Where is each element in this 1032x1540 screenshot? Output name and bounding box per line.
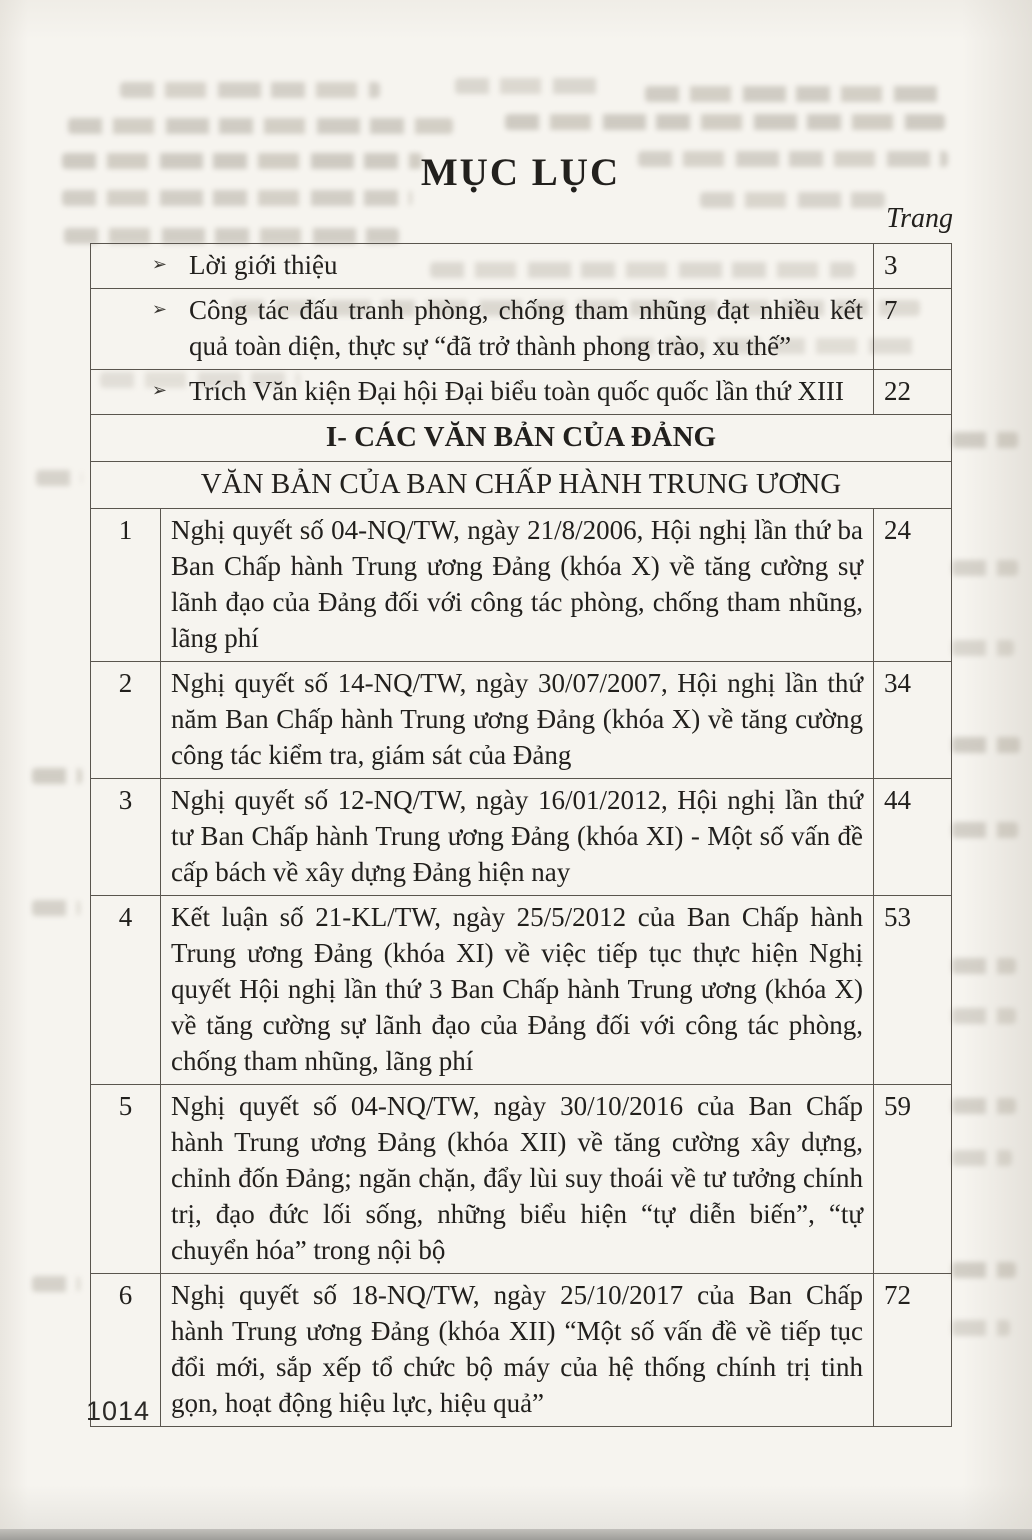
toc-entry-page: 24 <box>874 509 952 662</box>
arrow-bullet-icon: ➢ <box>151 254 167 275</box>
section-header-central-committee <box>91 462 952 509</box>
toc-entry-page: 53 <box>874 896 952 1085</box>
toc-front-matter-row <box>91 289 952 370</box>
scan-bottom-edge <box>0 1529 1032 1540</box>
toc-entry-page: 44 <box>874 779 952 896</box>
toc-entry-title: Trích Văn kiện Đại hội Đại biểu toàn quốc quốc lần thứ XIII <box>189 376 845 406</box>
toc-table <box>90 243 952 1427</box>
entry-number: 4 <box>91 896 161 1085</box>
toc-entry-page: 72 <box>874 1274 952 1427</box>
toc-entry-title: Nghị quyết số 12-NQ/TW, ngày 16/01/2012, Hội nghị lần thứ tư Ban Chấp hành Trung ương Đảng (khóa XI) - Một số vấn đề cấp bách về xây dựng Đảng hiện nay <box>161 779 874 896</box>
folio-page-number: 1014 <box>86 1396 151 1426</box>
bleedthrough-mark <box>952 958 1016 974</box>
toc-entry-page: 34 <box>874 662 952 779</box>
toc-entry-title: Lời giới thiệu <box>189 250 338 280</box>
page-title: MỤC LỤC <box>420 151 621 194</box>
section-header-text: I- CÁC VĂN BẢN CỦA ĐẢNG <box>91 415 952 462</box>
bleedthrough-mark <box>505 114 945 130</box>
toc-entry-title: Công tác đấu tranh phòng, chống tham nhũng đạt nhiều kết quả toàn diện, thực sự “đã trở thành phong trào, xu thế” <box>189 295 864 361</box>
toc-entry-title: Nghị quyết số 18-NQ/TW, ngày 25/10/2017 của Ban Chấp hành Trung ương Đảng (khóa XII) “Một số vấn đề về tiếp tục đổi mới, sắp xếp tổ chức bộ máy của hệ thống chính trị tinh gọn, hoạt động hiệu lực, hiệu quả” <box>161 1274 874 1427</box>
toc-front-matter-row <box>91 370 952 415</box>
toc-entry-title: Kết luận số 21-KL/TW, ngày 25/5/2012 của Ban Chấp hành Trung ương Đảng (khóa XI) về việc tiếp tục thực hiện Nghị quyết Hội nghị lần thứ 3 Ban Chấp hành Trung ương (khóa X) về tăng cường sự lãnh đạo của Đảng đối với công tác phòng, chống tham nhũng, lãng phí <box>161 896 874 1085</box>
bleedthrough-mark <box>952 1262 1016 1278</box>
arrow-bullet-icon: ➢ <box>151 299 167 320</box>
toc-entry-row <box>91 1085 952 1274</box>
bleedthrough-mark <box>952 640 1014 656</box>
arrow-bullet-icon: ➢ <box>151 380 167 401</box>
bleedthrough-mark <box>952 1150 1012 1166</box>
bleedthrough-mark <box>952 1320 1010 1336</box>
bleedthrough-mark <box>36 470 82 486</box>
bleedthrough-mark <box>32 1276 80 1292</box>
bleedthrough-mark <box>64 228 399 244</box>
toc-entry-page: 59 <box>874 1085 952 1274</box>
bleedthrough-mark <box>952 737 1020 753</box>
toc-entry-page: 7 <box>874 289 952 370</box>
bleedthrough-mark <box>952 1008 1016 1024</box>
bleedthrough-mark <box>120 82 380 98</box>
toc-entry-title: Nghị quyết số 04-NQ/TW, ngày 21/8/2006, Hội nghị lần thứ ba Ban Chấp hành Trung ương Đảng (khóa X) về tăng cường sự lãnh đạo của Đảng đối với công tác phòng, chống tham nhũng, lãng phí <box>161 509 874 662</box>
toc-entry-title: Nghị quyết số 04-NQ/TW, ngày 30/10/2016 của Ban Chấp hành Trung ương Đảng (khóa XII) về tăng cường xây dựng, chỉnh đốn Đảng; ngăn chặn, đẩy lùi suy thoái về tư tưởng chính trị, đạo đức lối sống, những biểu hiện “tự diễn biến”, “tự chuyển hóa” trong nội bộ <box>161 1085 874 1274</box>
entry-number: 2 <box>91 662 161 779</box>
bleedthrough-mark <box>952 1098 1016 1114</box>
section-header-text: VĂN BẢN CỦA BAN CHẤP HÀNH TRUNG ƯƠNG <box>91 462 952 509</box>
toc-entry-title: Nghị quyết số 14-NQ/TW, ngày 30/07/2007, Hội nghị lần thứ năm Ban Chấp hành Trung ương Đảng (khóa X) về tăng cường công tác kiểm tra, giám sát của Đảng <box>161 662 874 779</box>
toc-entry-row <box>91 896 952 1085</box>
entry-number: 3 <box>91 779 161 896</box>
bleedthrough-mark <box>952 822 1018 838</box>
bleedthrough-mark <box>455 78 605 94</box>
toc-entry-row <box>91 662 952 779</box>
page-column-header: Trang <box>886 203 953 234</box>
bleedthrough-mark <box>32 900 80 916</box>
bleedthrough-mark <box>952 560 1018 576</box>
toc-entry-page: 22 <box>874 370 952 415</box>
bleedthrough-mark <box>68 118 453 134</box>
bleedthrough-mark <box>32 768 82 784</box>
entry-number: 1 <box>91 509 161 662</box>
toc-entry-page: 3 <box>874 244 952 289</box>
bleedthrough-mark <box>645 86 945 102</box>
bleedthrough-mark <box>952 432 1018 448</box>
toc-entry-row <box>91 1274 952 1427</box>
toc-front-matter-row <box>91 244 952 289</box>
toc-entry-row <box>91 509 952 662</box>
section-header-party-documents <box>91 415 952 462</box>
entry-number: 6 <box>91 1274 161 1427</box>
toc-entry-row <box>91 779 952 896</box>
entry-number: 5 <box>91 1085 161 1274</box>
